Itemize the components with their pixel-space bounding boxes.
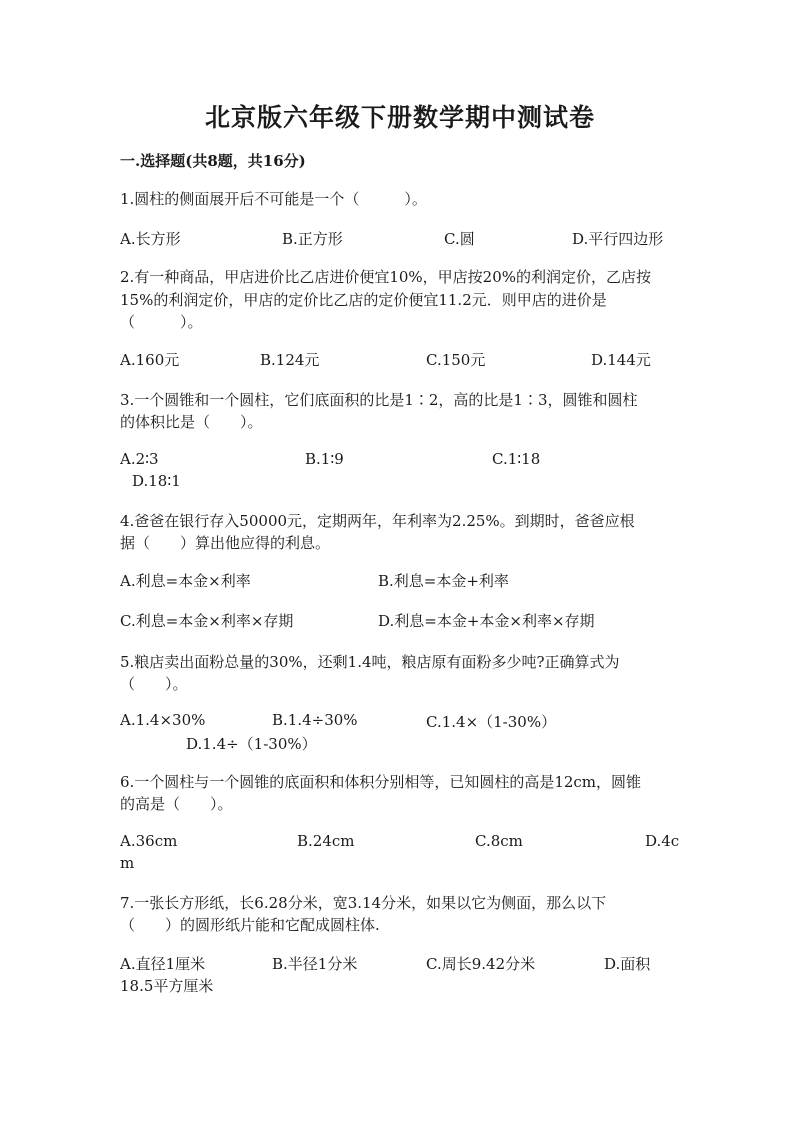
question-6-text-line-2: 的高是（ ）。: [120, 795, 233, 813]
question-7-option-d-wrap: 18.5平方厘米: [120, 977, 214, 995]
page-title: 北京版六年级下册数学期中测试卷: [204, 103, 595, 132]
question-2-text-line-1: 2.有一种商品，甲店进价比乙店进价便宜10%，甲店按20%的利润定价，乙店按: [120, 268, 651, 286]
question-5-option-a: A.1.4×30%: [120, 711, 206, 729]
question-7-text-line-1: 7.一张长方形纸，长6.28分米，宽3.14分米，如果以它为侧面，那么以下: [120, 894, 607, 912]
question-6-option-a: A.36cm: [120, 832, 178, 850]
question-2-text-line-3: （ ）。: [120, 313, 203, 331]
question-1-option-c: C.圆: [444, 230, 475, 248]
question-1-option-a: A.长方形: [120, 230, 181, 248]
question-6-option-b: B.24cm: [297, 832, 355, 850]
question-1-text: 1.圆柱的侧面展开后不可能是一个（ ）。: [120, 190, 427, 208]
question-4-option-a: A.利息=本金×利率: [120, 572, 251, 590]
question-3-text-line-2: 的体积比是（ ）。: [120, 413, 263, 431]
question-1-option-b: B.正方形: [282, 230, 343, 248]
question-5-text-line-1: 5.粮店卖出面粉总量的30%，还剩1.4吨，粮店原有面粉多少吨?正确算式为: [120, 653, 620, 671]
section-heading: 一.选择题(共8题，共16分): [120, 152, 306, 170]
question-5-option-b: B.1.4÷30%: [272, 711, 358, 729]
question-2-text-line-2: 15%的利润定价，甲店的定价比乙店的定价便宜11.2元．则甲店的进价是: [120, 291, 607, 309]
question-2-option-d: D.144元: [591, 351, 651, 369]
question-5-option-d: D.1.4÷（1-30%）: [186, 735, 317, 753]
question-7-option-c: C.周长9.42分米: [426, 955, 536, 973]
question-3-text-line-1: 3.一个圆锥和一个圆柱，它们底面积的比是1∶2，高的比是1∶3，圆锥和圆柱: [120, 391, 638, 409]
question-7-option-a: A.直径1厘米: [120, 955, 206, 973]
question-4-option-b: B.利息=本金+利率: [378, 572, 509, 590]
question-7-option-d: D.面积: [604, 955, 651, 973]
question-3-option-a: A.2∶3: [120, 450, 159, 468]
question-6-option-c: C.8cm: [475, 832, 523, 850]
question-4-option-d: D.利息=本金+本金×利率×存期: [378, 612, 595, 630]
question-4-text-line-2: 据（ ）算出他应得的利息。: [120, 534, 331, 552]
question-6-text-line-1: 6.一个圆柱与一个圆锥的底面积和体积分别相等，已知圆柱的高是12cm，圆锥: [120, 773, 642, 791]
question-2-option-b: B.124元: [260, 351, 320, 369]
question-2-option-c: C.150元: [426, 351, 486, 369]
question-6-option-d: D.4c: [645, 832, 680, 850]
question-6-option-d-wrap: m: [120, 854, 135, 872]
question-3-option-d: D.18∶1: [132, 472, 181, 490]
question-4-option-c: C.利息=本金×利率×存期: [120, 612, 294, 630]
question-3-option-c: C.1∶18: [492, 450, 541, 468]
question-3-option-b: B.1∶9: [305, 450, 344, 468]
question-7-option-b: B.半径1分米: [272, 955, 358, 973]
question-5-option-c: C.1.4×（1-30%）: [426, 713, 557, 731]
question-5-text-line-2: （ ）。: [120, 675, 188, 693]
question-1-option-d: D.平行四边形: [572, 230, 664, 248]
question-2-option-a: A.160元: [120, 351, 180, 369]
question-7-text-line-2: （ ）的圆形纸片能和它配成圆柱体.: [120, 916, 380, 934]
question-4-text-line-1: 4.爸爸在银行存入50000元，定期两年，年利率为2.25%。到期时，爸爸应根: [120, 512, 635, 530]
